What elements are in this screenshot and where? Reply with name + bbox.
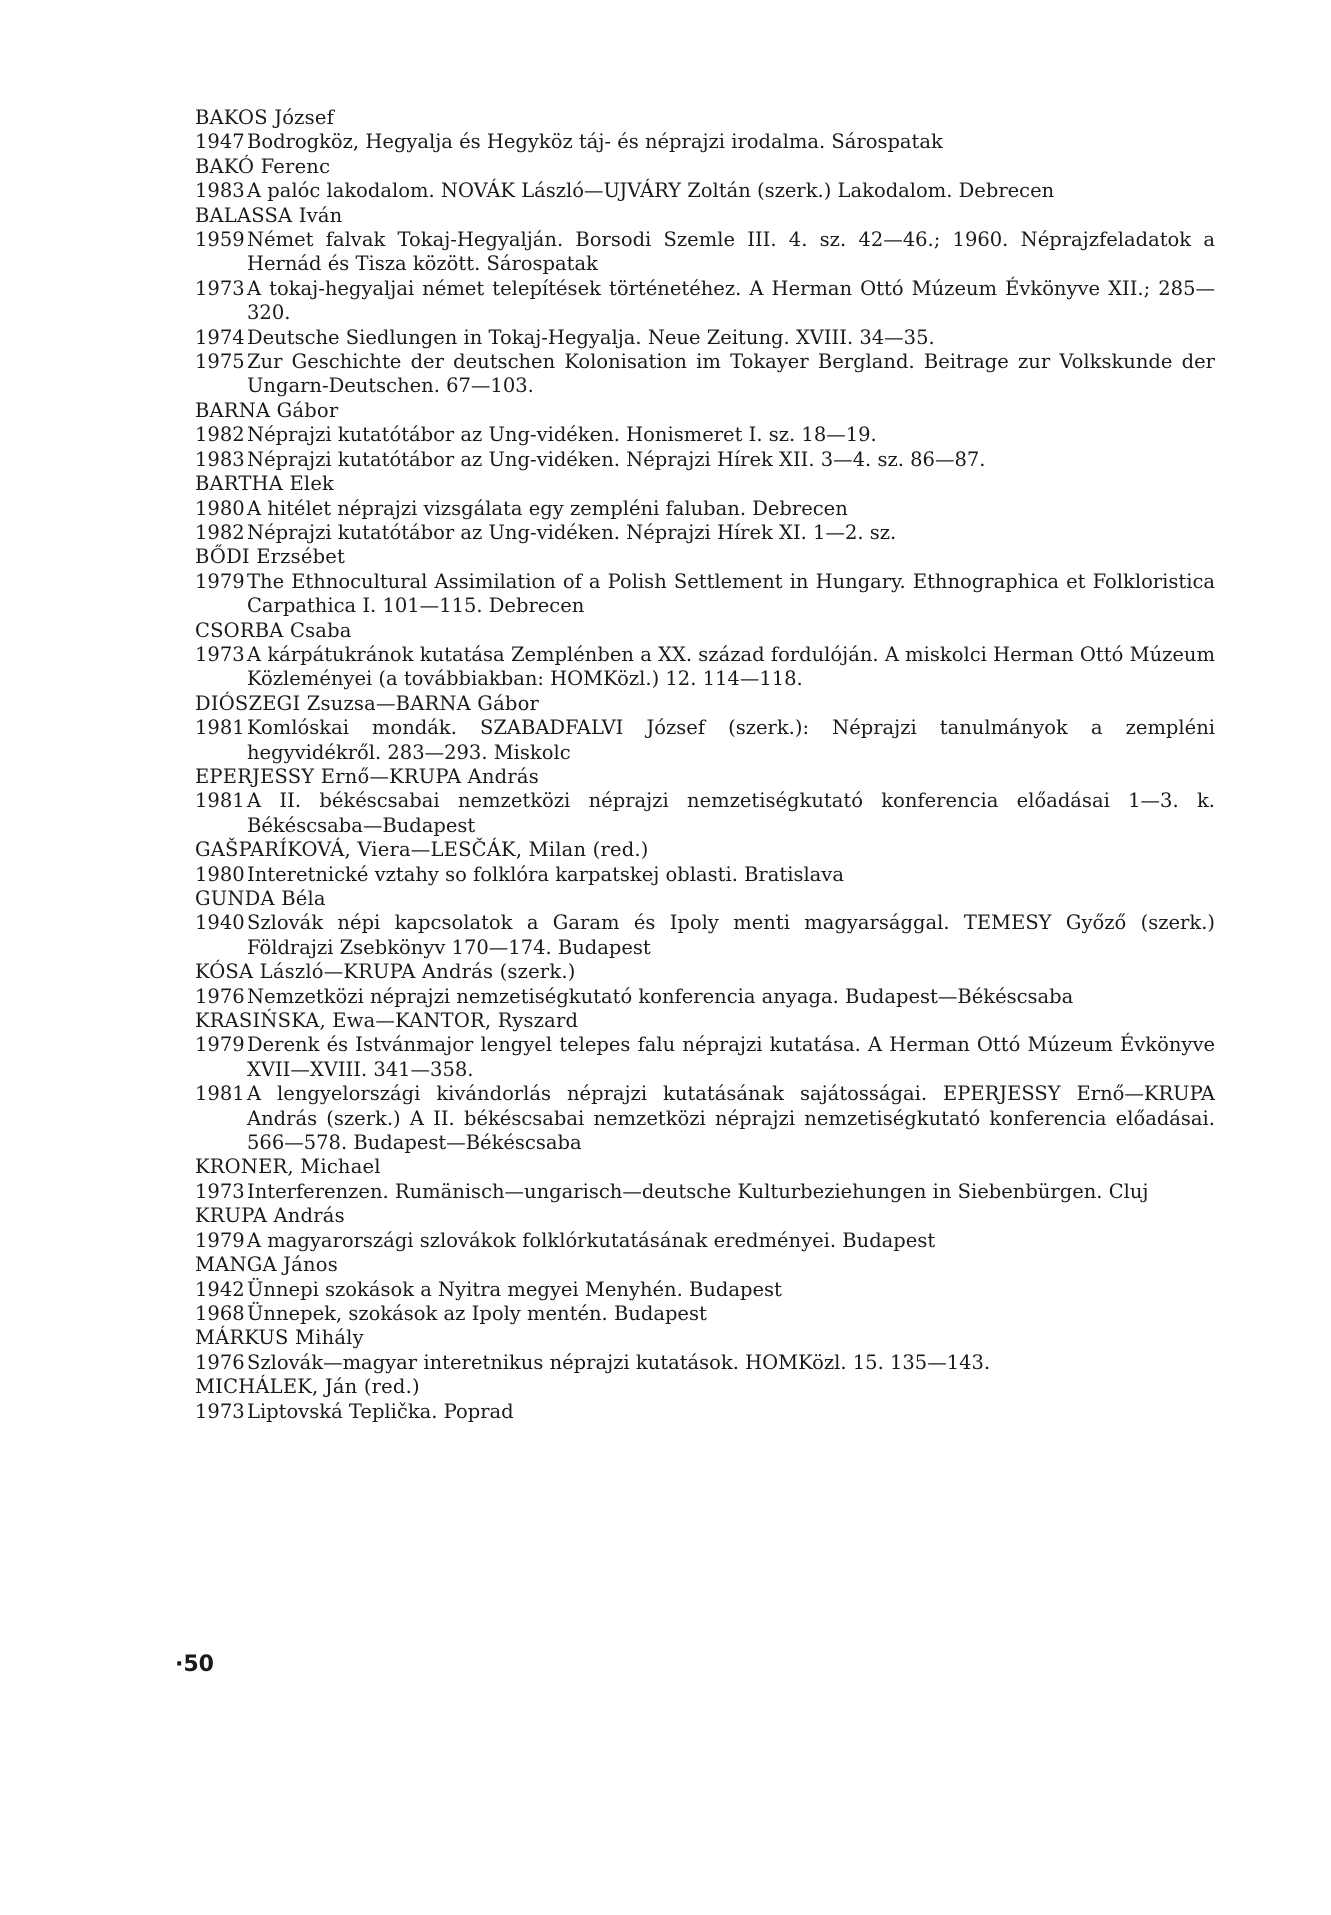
author-name: GAŠPARÍKOVÁ, Viera—LESČÁK, Milan (red.): [195, 838, 649, 862]
entry-text: A magyarországi szlovákok folklórkutatásának eredményei. Budapest: [247, 1228, 936, 1252]
entry-year: 1981: [195, 1082, 245, 1106]
author-name: BŐDI Erzsébet: [195, 545, 346, 569]
entry-text: Derenk és Istvánmajor lengyel telepes falu néprajzi kutatása. A Herman Ottó Múzeum Évkönyve XVII—XVIII. 341—358.: [247, 1033, 1215, 1081]
entry-text: Liptovská Teplička. Poprad: [247, 1399, 514, 1423]
entry-text: A II. békéscsabai nemzetközi néprajzi nemzetiségkutató konferencia előadásai 1—3. k. Békéscsaba—Budapest: [247, 789, 1215, 837]
author-name: KRUPA András: [195, 1204, 345, 1228]
bibliography-entry: [195, 1278, 1215, 1302]
entry-year: 1982: [195, 423, 245, 447]
entry-year: 1942: [195, 1277, 245, 1301]
bibliography-entry: [195, 423, 1215, 447]
entry-text: A palóc lakodalom. NOVÁK László—UJVÁRY Zoltán (szerk.) Lakodalom. Debrecen: [247, 179, 1055, 203]
entry-text: A lengyelországi kivándorlás néprajzi kutatásának sajátosságai. EPERJESSY Ernő—KRUPA András (szerk.) A II. békéscsabai nemzetközi néprajzi nemzetiségkutató konferencia előadásai. 566—578. Budapest—Békéscsaba: [247, 1082, 1215, 1155]
author-name: GUNDA Béla: [195, 887, 326, 910]
author-name: BAKÓ Ferenc: [195, 154, 331, 178]
entry-text: Szlovák népi kapcsolatok a Garam és Ipoly menti magyarsággal. TEMESY Győző (szerk.) Földrajzi Zsebkönyv 170—174. Budapest: [247, 911, 1215, 959]
entry-year: 1975: [195, 350, 245, 374]
entry-year: 1979: [195, 1228, 245, 1252]
entry-text: Néprajzi kutatótábor az Ung-vidéken. Néprajzi Hírek XII. 3—4. sz. 86—87.: [247, 447, 986, 471]
author-name: BARNA Gábor: [195, 398, 339, 422]
entry-text: Néprajzi kutatótábor az Ung-vidéken. Néprajzi Hírek XI. 1—2. sz.: [247, 520, 897, 544]
author-name: BAKOS József: [195, 106, 334, 129]
author-name: KRASIŃSKA, Ewa—KANTOR, Ryszard: [195, 1009, 579, 1033]
entry-text: A tokaj-hegyaljai német telepítések történetéhez. A Herman Ottó Múzeum Évkönyve XII.; 285—320.: [247, 276, 1215, 325]
entry-year: 1974: [195, 325, 245, 349]
entry-text: A kárpátukránok kutatása Zemplénben a XX. század fordulóján. A miskolci Herman Ottó Múzeum Közleményei (a továbbiakban: HOMKözl.) 12. 114—118.: [247, 642, 1215, 691]
entry-text: Ünnepi szokások a Nyitra megyei Menyhén. Budapest: [247, 1277, 782, 1301]
entry-text: Interferenzen. Rumänisch—ungarisch—deutsche Kulturbeziehungen in Siebenbürgen. Cluj: [247, 1179, 1149, 1203]
entry-year: 1973: [195, 1399, 245, 1423]
entry-text: Zur Geschichte der deutschen Kolonisation im Tokayer Bergland. Beitrage zur Volkskunde der Ungarn-Deutschen. 67—103.: [247, 350, 1215, 398]
author-name: EPERJESSY Ernő—KRUPA András: [195, 764, 539, 788]
entry-year: 1940: [195, 911, 245, 935]
entry-year: 1981: [195, 789, 245, 813]
bibliography-entry: [195, 911, 1215, 960]
author-name: KRONER, Michael: [195, 1155, 381, 1179]
bibliography-entry: [195, 326, 1215, 350]
bibliography-entry: [195, 179, 1215, 203]
bibliography-entry: [195, 1082, 1215, 1155]
entry-text: Nemzetközi néprajzi nemzetiségkutató konferencia anyaga. Budapest—Békéscsaba: [247, 984, 1074, 1008]
bibliography-entry: [195, 277, 1215, 326]
entry-year: 1980: [195, 496, 245, 520]
page-number: ·50: [175, 1652, 214, 1677]
bibliography-entry: [195, 1351, 1215, 1375]
entry-text: Bodrogköz, Hegyalja és Hegyköz táj- és néprajzi irodalma. Sárospatak: [247, 130, 943, 154]
entry-year: 1982: [195, 520, 245, 544]
bibliography-entry: [195, 350, 1215, 399]
entry-text: Német falvak Tokaj-Hegyalján. Borsodi Szemle III. 4. sz. 42—46.; 1960. Néprajzfeladatok a Hernád és Tisza között. Sárospatak: [247, 228, 1215, 276]
entry-text: Deutsche Siedlungen in Tokaj-Hegyalja. Neue Zeitung. XVIII. 34—35.: [247, 325, 935, 349]
bibliography-entry: [195, 1400, 1215, 1424]
entry-text: Interetnické vztahy so folklóra karpatskej oblasti. Bratislava: [247, 862, 844, 886]
author-name: BALASSA Iván: [195, 203, 343, 227]
entry-text: Néprajzi kutatótábor az Ung-vidéken. Honismeret I. sz. 18—19.: [247, 423, 877, 447]
bibliography-entry: [195, 521, 1215, 545]
entry-text: Szlovák—magyar interetnikus néprajzi kutatások. HOMKözl. 15. 135—143.: [247, 1350, 991, 1374]
author-name: MANGA János: [195, 1253, 338, 1277]
entry-text: A hitélet néprajzi vizsgálata egy zempléni faluban. Debrecen: [247, 496, 848, 520]
entry-year: 1980: [195, 862, 245, 886]
bibliography-entry: [195, 789, 1215, 838]
entry-year: 1973: [195, 1179, 245, 1203]
entry-year: 1979: [195, 569, 245, 593]
bibliography-entry: [195, 1180, 1215, 1204]
author-name: DIÓSZEGI Zsuzsa—BARNA Gábor: [195, 691, 540, 715]
author-name: MÁRKUS Mihály: [195, 1326, 364, 1350]
entry-year: 1976: [195, 984, 245, 1008]
bibliography-list: [195, 106, 1215, 1424]
entry-year: 1947: [195, 130, 245, 154]
bibliography-entry: [195, 716, 1215, 765]
entry-year: 1976: [195, 1350, 245, 1374]
bibliography-entry: [195, 448, 1215, 472]
bibliography-entry: [195, 130, 1215, 154]
entry-year: 1973: [195, 642, 245, 666]
entry-year: 1981: [195, 716, 245, 740]
bibliography-entry: [195, 643, 1215, 692]
bibliography-entry: [195, 985, 1215, 1009]
entry-year: 1968: [195, 1301, 245, 1325]
author-name: CSORBA Csaba: [195, 618, 352, 642]
bibliography-entry: [195, 570, 1215, 619]
author-name: BARTHA Elek: [195, 472, 335, 496]
entry-text: Ünnepek, szokások az Ipoly mentén. Budapest: [247, 1301, 707, 1325]
entry-year: 1959: [195, 228, 245, 252]
bibliography-entry: [195, 1302, 1215, 1326]
bibliography-entry: [195, 1229, 1215, 1253]
entry-year: 1983: [195, 179, 245, 203]
author-name: MICHÁLEK, Ján (red.): [195, 1375, 420, 1399]
bibliography-entry: [195, 1033, 1215, 1082]
bibliography-entry: [195, 497, 1215, 521]
entry-year: 1983: [195, 447, 245, 471]
entry-year: 1979: [195, 1033, 245, 1057]
entry-text: Komlóskai mondák. SZABADFALVI József (szerk.): Néprajzi tanulmányok a zempléni hegyvidékről. 283—293. Miskolc: [247, 716, 1215, 764]
entry-text: The Ethnocultural Assimilation of a Polish Settlement in Hungary. Ethnographica et Folkloristica Carpathica I. 101—115. Debrecen: [247, 569, 1215, 618]
entry-year: 1973: [195, 276, 245, 300]
author-name: KÓSA László—KRUPA András (szerk.): [195, 960, 576, 984]
bibliography-entry: [195, 228, 1215, 277]
bibliography-entry: [195, 863, 1215, 887]
